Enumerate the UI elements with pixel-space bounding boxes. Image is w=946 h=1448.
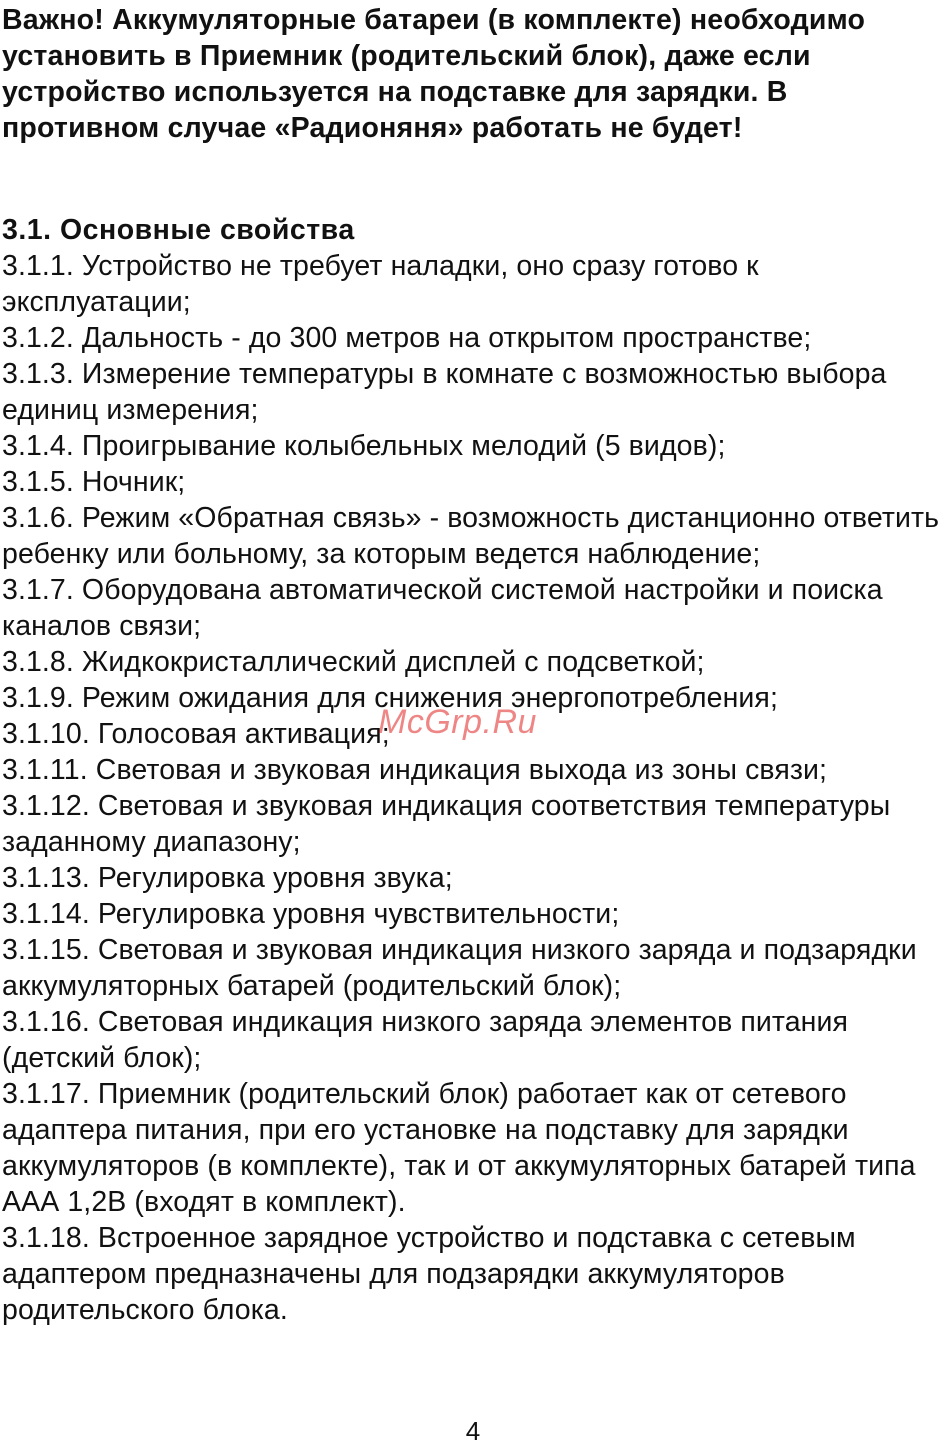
- battery-warning: Важно! Аккумуляторные батареи (в комплекте) необходимо установить в Приемник (родительский блок), даже если устройство используется на подставке для зарядки. В противном случае «Радионяня» работать не будет!: [2, 4, 866, 144]
- list-item: 3.1.13. Регулировка уровня звука;: [2, 862, 453, 894]
- list-item: 3.1.12. Световая и звуковая индикация соответствия температуры заданному диапазону;: [2, 790, 891, 858]
- features-list: [2, 248, 946, 1328]
- list-item: 3.1.1. Устройство не требует наладки, оно сразу готово к эксплуатации;: [2, 250, 759, 318]
- list-item: 3.1.17. Приемник (родительский блок) работает как от сетевого адаптера питания, при его установке на подставку для зарядки аккумуляторов (в комплекте), так и от аккумуляторных батарей типа ААА 1,2В (входят в комплект).: [2, 1078, 916, 1218]
- list-item: 3.1.3. Измерение температуры в комнате с возможностью выбора единиц измерения;: [2, 358, 887, 426]
- list-item: 3.1.18. Встроенное зарядное устройство и подставка с сетевым адаптером предназначены для подзарядки аккумуляторов родительского блока.: [2, 1222, 856, 1326]
- list-item: 3.1.4. Проигрывание колыбельных мелодий (5 видов);: [2, 430, 726, 462]
- list-item: 3.1.16. Световая индикация низкого заряда элементов питания (детский блок);: [2, 1006, 849, 1074]
- list-item: 3.1.15. Световая и звуковая индикация низкого заряда и подзарядки аккумуляторных батарей (родительский блок);: [2, 934, 917, 1002]
- list-item: 3.1.6. Режим «Обратная связь» - возможность дистанционно ответить ребенку или больному, за которым ведется наблюдение;: [2, 502, 940, 570]
- list-item: 3.1.10. Голосовая активация;: [2, 718, 390, 750]
- list-item: 3.1.14. Регулировка уровня чувствительности;: [2, 898, 620, 930]
- list-item: 3.1.7. Оборудована автоматической системой настройки и поиска каналов связи;: [2, 574, 883, 642]
- list-item: 3.1.9. Режим ожидания для снижения энергопотребления;: [2, 682, 778, 714]
- section-heading: 3.1. Основные свойства: [2, 214, 355, 246]
- watermark: McGrp.Ru: [378, 703, 537, 741]
- page-number: 4: [465, 1416, 481, 1446]
- list-item: 3.1.2. Дальность - до 300 метров на открытом пространстве;: [2, 322, 812, 354]
- list-item: 3.1.11. Световая и звуковая индикация выхода из зоны связи;: [2, 754, 828, 786]
- list-item: 3.1.8. Жидкокристаллический дисплей с подсветкой;: [2, 646, 705, 678]
- list-item: 3.1.5. Ночник;: [2, 466, 186, 498]
